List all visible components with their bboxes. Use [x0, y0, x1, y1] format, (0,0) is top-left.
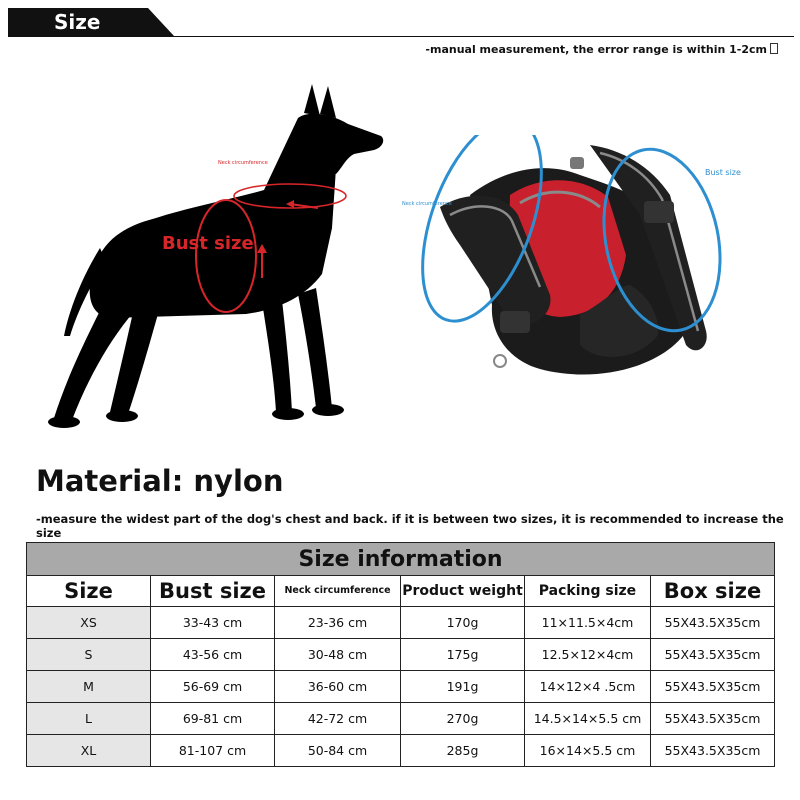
- placeholder-box-icon: [770, 43, 778, 54]
- size-information-table: [26, 542, 775, 767]
- packing-size-cell: 14×12×4 .5cm: [525, 671, 651, 703]
- bust-size-cell: 33-43 cm: [151, 607, 275, 639]
- dog-silhouette-figure: [36, 78, 396, 438]
- table-title: Size information: [27, 543, 775, 576]
- box-size-cell: 55X43.5X35cm: [651, 703, 775, 735]
- header-packing-size: Packing size: [525, 576, 651, 607]
- weight-cell: 175g: [401, 639, 525, 671]
- box-size-cell: 55X43.5X35cm: [651, 735, 775, 767]
- neck-cell: 36-60 cm: [275, 671, 401, 703]
- header-neck-circumference: Neck circumference: [275, 576, 401, 607]
- harness-figure: [400, 135, 760, 395]
- table-row: [27, 671, 775, 703]
- bust-size-cell: 81-107 cm: [151, 735, 275, 767]
- size-tab-label: Size: [54, 10, 101, 34]
- material-heading: Material: nylon: [36, 464, 284, 498]
- box-size-cell: 55X43.5X35cm: [651, 639, 775, 671]
- dog-neck-label: Neck circumference: [218, 160, 268, 166]
- table-title-row: [27, 543, 775, 576]
- packing-size-cell: 11×11.5×4cm: [525, 607, 651, 639]
- neck-cell: 50-84 cm: [275, 735, 401, 767]
- size-cell: L: [27, 703, 151, 735]
- header-size: Size: [27, 576, 151, 607]
- box-size-cell: 55X43.5X35cm: [651, 607, 775, 639]
- table-header-row: [27, 576, 775, 607]
- neck-cell: 30-48 cm: [275, 639, 401, 671]
- packing-size-cell: 14.5×14×5.5 cm: [525, 703, 651, 735]
- weight-cell: 270g: [401, 703, 525, 735]
- size-cell: S: [27, 639, 151, 671]
- neck-cell: 42-72 cm: [275, 703, 401, 735]
- box-size-cell: 55X43.5X35cm: [651, 671, 775, 703]
- size-cell: XS: [27, 607, 151, 639]
- weight-cell: 191g: [401, 671, 525, 703]
- header-box-size: Box size: [651, 576, 775, 607]
- table-row: [27, 735, 775, 767]
- bust-size-cell: 56-69 cm: [151, 671, 275, 703]
- table-row: [27, 607, 775, 639]
- size-section-tab: [8, 8, 174, 36]
- harness-neck-label: Neck circumference: [402, 201, 452, 207]
- table-row: [27, 703, 775, 735]
- weight-cell: 285g: [401, 735, 525, 767]
- dog-silhouette: [48, 84, 383, 428]
- dog-bust-label: Bust size: [162, 233, 254, 254]
- measurement-note: [425, 43, 778, 56]
- measure-advice-note: -measure the widest part of the dog's chest and back. if it is between two sizes, it is recommended to increase the size: [36, 512, 784, 540]
- neck-cell: 23-36 cm: [275, 607, 401, 639]
- packing-size-cell: 16×14×5.5 cm: [525, 735, 651, 767]
- harness-drawing: [440, 145, 707, 375]
- header-product-weight: Product weight: [401, 576, 525, 607]
- table-row: [27, 639, 775, 671]
- harness-bust-label: Bust size: [705, 168, 741, 177]
- bust-size-cell: 43-56 cm: [151, 639, 275, 671]
- header-bust-size: Bust size: [151, 576, 275, 607]
- packing-size-cell: 12.5×12×4cm: [525, 639, 651, 671]
- weight-cell: 170g: [401, 607, 525, 639]
- top-divider: [8, 36, 794, 37]
- size-cell: M: [27, 671, 151, 703]
- size-cell: XL: [27, 735, 151, 767]
- measurement-note-text: -manual measurement, the error range is within 1-2cm: [425, 43, 767, 56]
- bust-size-cell: 69-81 cm: [151, 703, 275, 735]
